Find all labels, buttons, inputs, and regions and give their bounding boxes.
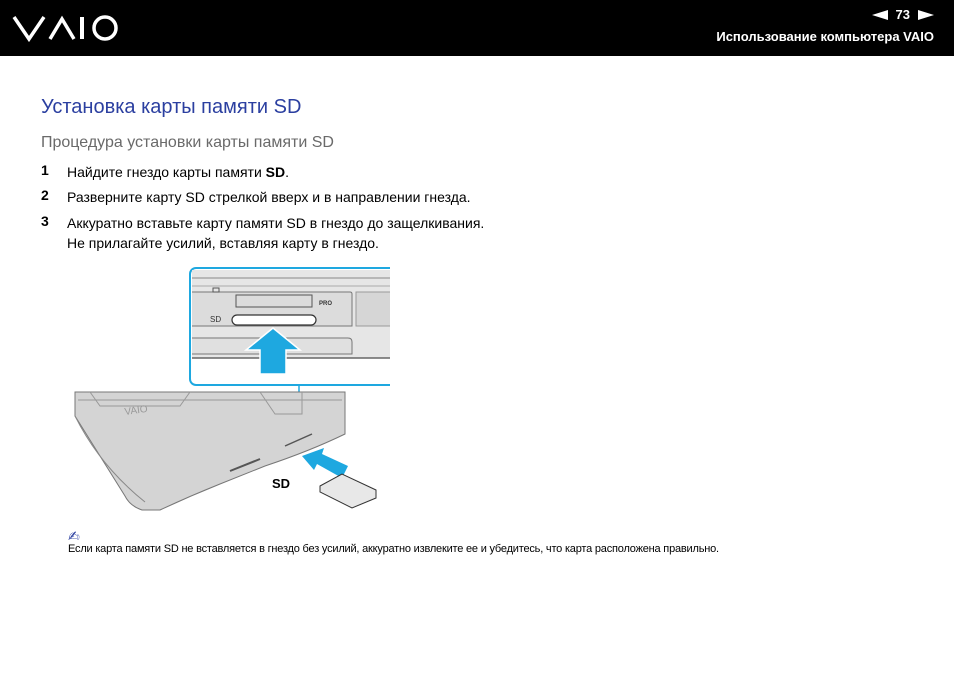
laptop-vaio-logo: VAIO <box>123 403 149 418</box>
card-direction-arrow-icon <box>302 448 348 478</box>
procedure-title: Процедура установки карты памяти SD <box>41 134 334 151</box>
note-text: Если карта памяти SD не вставляется в гнездо без усилий, аккуратно извлеките ее и убедитесь, что карта расположена правильно. <box>68 543 719 555</box>
step-text: Найдите гнездо карты памяти SD. <box>67 164 290 180</box>
step-number: 3 <box>41 213 49 229</box>
step-text: Разверните карту SD стрелкой вверх и в направлении гнезда. <box>67 189 471 205</box>
step-number: 2 <box>41 187 49 203</box>
sd-card-insertion-illustration <box>70 266 390 516</box>
page-number: 73 <box>895 7 910 22</box>
section-title: Использование компьютера VAIO <box>716 29 934 44</box>
step-number: 1 <box>41 162 49 178</box>
vaio-logo <box>12 13 120 43</box>
pager <box>872 7 934 22</box>
inset-pro-label: PRO <box>319 301 333 307</box>
sd-card-label: SD <box>272 476 291 491</box>
next-page-icon[interactable] <box>918 10 934 20</box>
pencil-note-icon: ✍ <box>68 528 80 544</box>
sd-card-icon <box>320 474 376 508</box>
page-title: Установка карты памяти SD <box>41 96 302 118</box>
page-header <box>0 0 954 56</box>
step-text: Аккуратно вставьте карту памяти SD в гнездо до защелкивания. Не прилагайте усилий, вставляя карту в гнездо. <box>67 215 485 251</box>
prev-page-icon[interactable] <box>872 10 888 20</box>
inset-sd-label: SD <box>210 315 222 324</box>
